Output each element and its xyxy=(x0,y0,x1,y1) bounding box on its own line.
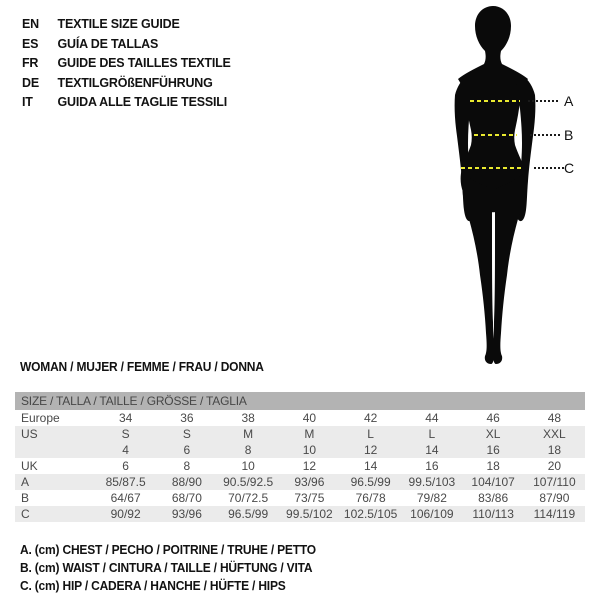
size-cell: 14 xyxy=(363,459,378,473)
size-cell: 4 xyxy=(122,443,129,457)
size-table xyxy=(15,392,585,522)
measure-cell: 96.5/99 xyxy=(350,475,391,489)
language-code: ES xyxy=(22,35,39,51)
language-code: EN xyxy=(22,16,39,31)
size-cell: 6 xyxy=(183,443,191,457)
size-cell: 16 xyxy=(425,459,439,473)
measure-cell: 106/109 xyxy=(410,507,454,521)
language-label: GUIDE DES TAILLES TEXTILE xyxy=(57,55,231,70)
measure-cell: 70/72.5 xyxy=(228,491,269,505)
language-row xyxy=(22,92,231,112)
language-row xyxy=(22,53,231,73)
size-cell: 44 xyxy=(425,411,439,425)
legend-line-waist: B. (cm) WAIST / CINTURA / TAILLE / HÜFTUNG / VITA xyxy=(20,561,313,575)
language-code: DE xyxy=(22,74,39,90)
size-cell: 34 xyxy=(118,411,133,425)
size-cell: L xyxy=(428,427,436,441)
measure-cell: 88/90 xyxy=(171,475,202,489)
row-label: Europe xyxy=(21,411,60,425)
size-cell: 8 xyxy=(183,459,191,473)
legend-line-hip: C. (cm) HIP / CADERA / HANCHE / HÜFTE / HIPS xyxy=(20,579,286,593)
size-cell: S xyxy=(182,427,191,441)
leader-line-c xyxy=(534,167,564,169)
size-cell: 12 xyxy=(302,459,317,473)
language-row xyxy=(22,14,231,34)
marker-label-c: C xyxy=(564,160,575,176)
language-label: TEXTILE SIZE GUIDE xyxy=(57,16,180,31)
table-row-hip-c xyxy=(15,506,585,522)
language-code: FR xyxy=(22,55,39,70)
size-cell: 46 xyxy=(486,411,500,425)
size-cell: 40 xyxy=(302,411,317,425)
measure-cell: 76/78 xyxy=(355,491,386,505)
measure-cell: 107/110 xyxy=(533,475,576,489)
measure-cell: 110/113 xyxy=(472,507,514,521)
leader-line-b xyxy=(530,134,560,136)
leader-line-a xyxy=(528,100,558,102)
size-cell: 12 xyxy=(363,443,378,457)
marker-label-b: B xyxy=(564,127,574,143)
row-label xyxy=(15,442,95,458)
row-label: A xyxy=(21,475,30,489)
size-cell: 42 xyxy=(363,411,378,425)
measure-cell: 83/86 xyxy=(478,491,509,505)
table-row-waist-b xyxy=(15,490,585,506)
measure-cell: 99.5/102 xyxy=(286,507,333,521)
size-cell: XL xyxy=(485,427,501,441)
table-row-uk xyxy=(15,458,585,474)
marker-label-a: A xyxy=(564,93,574,109)
language-label: GUIDA ALLE TAGLIE TESSILI xyxy=(57,94,227,109)
legend-line-chest: A. (cm) CHEST / PECHO / POITRINE / TRUHE / PETTO xyxy=(20,543,316,557)
language-title-block xyxy=(22,14,239,112)
size-cell: 10 xyxy=(302,443,317,457)
table-row-us-numbers xyxy=(15,442,585,458)
language-row xyxy=(22,34,231,54)
row-label: UK xyxy=(21,459,38,473)
measure-cell: 114/119 xyxy=(533,507,576,521)
size-cell: 38 xyxy=(241,411,255,425)
table-group-title: WOMAN / MUJER / FEMME / FRAU / DONNA xyxy=(20,360,264,374)
size-cell: 48 xyxy=(547,411,562,425)
language-code: IT xyxy=(22,94,33,109)
size-cell: 8 xyxy=(244,443,252,457)
measure-cell: 85/87.5 xyxy=(105,475,146,489)
language-row xyxy=(22,73,231,93)
measure-cell: 99.5/103 xyxy=(408,475,456,489)
measure-cell: 79/82 xyxy=(416,491,447,505)
measure-cell: 90.5/92.5 xyxy=(223,475,274,489)
size-cell: M xyxy=(304,427,315,441)
row-label: B xyxy=(21,491,30,505)
measurement-legend xyxy=(20,541,328,595)
row-label: US xyxy=(21,427,38,441)
size-cell: 16 xyxy=(486,443,500,457)
size-cell: 10 xyxy=(241,459,255,473)
woman-silhouette-icon xyxy=(440,4,550,368)
measure-cell: 93/96 xyxy=(294,475,325,489)
language-label: TEXTILGRÖßENFÜHRUNG xyxy=(57,74,213,90)
language-label: GUÍA DE TALLAS xyxy=(57,35,159,51)
measure-cell: 90/92 xyxy=(110,507,141,521)
size-cell: 18 xyxy=(547,443,562,457)
measure-cell: 87/90 xyxy=(539,491,570,505)
size-cell: L xyxy=(367,427,374,441)
measure-cell: 68/70 xyxy=(171,491,202,505)
table-row-us-letters xyxy=(15,426,585,442)
measure-cell: 73/75 xyxy=(294,491,325,505)
row-label: C xyxy=(21,507,30,521)
table-row-chest-a xyxy=(15,474,585,490)
measure-cell: 96.5/99 xyxy=(228,507,269,521)
size-cell: S xyxy=(121,427,130,441)
measure-cell: 93/96 xyxy=(171,507,202,521)
size-cell: 14 xyxy=(425,443,439,457)
measure-cell: 104/107 xyxy=(471,475,515,489)
size-cell: 6 xyxy=(122,459,129,473)
size-cell: XXL xyxy=(543,427,566,441)
size-table-header: SIZE / TALLA / TAILLE / GRÖSSE / TAGLIA xyxy=(15,392,585,410)
size-cell: 36 xyxy=(180,411,194,425)
woman-silhouette-figure xyxy=(440,4,600,368)
size-cell: 18 xyxy=(486,459,500,473)
measure-cell: 64/67 xyxy=(110,491,141,505)
size-cell: 20 xyxy=(547,459,562,473)
table-row-europe xyxy=(15,410,585,426)
size-cell: M xyxy=(243,427,254,441)
measure-cell: 102.5/105 xyxy=(343,507,398,521)
